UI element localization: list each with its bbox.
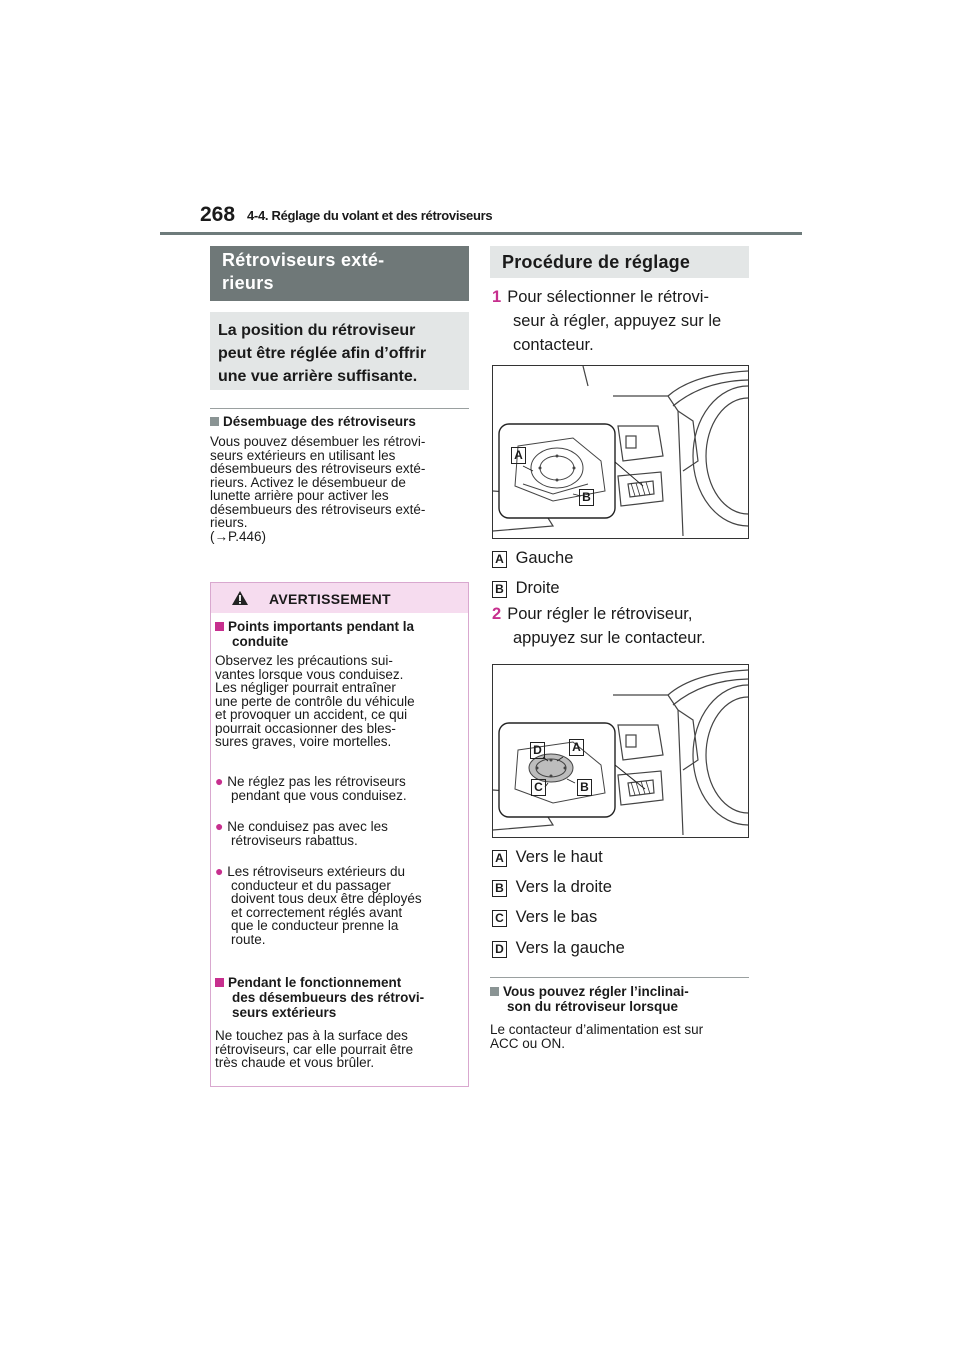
- text-line: Ne conduisez pas avec les: [227, 819, 388, 834]
- legend-text: Vers la gauche: [515, 939, 625, 957]
- text-line: Pour régler le rétroviseur,: [507, 605, 693, 623]
- warning-triangle-icon: [231, 590, 249, 606]
- text-line: Les négliger pourrait entraîner: [215, 680, 396, 695]
- text-line: Le contacteur d’alimentation est sur: [490, 1022, 704, 1037]
- warning-body-1: [215, 654, 467, 749]
- text-line: désembueurs des rétroviseurs exté-: [210, 461, 426, 476]
- text-line: Les rétroviseurs extérieurs du: [227, 864, 406, 879]
- chapter-title: 4-4. Réglage du volant et des rétroviseurs: [247, 208, 493, 223]
- step-number: 1: [492, 288, 502, 306]
- defog-heading-text: Désembuage des rétroviseurs: [223, 414, 416, 429]
- section-title: [210, 246, 469, 301]
- text-line: doivent tous deux être déployés: [231, 891, 422, 906]
- divider: [490, 977, 749, 978]
- heading-line: Vous pouvez régler l’inclinai-: [503, 984, 689, 999]
- legend-text: Gauche: [515, 549, 574, 567]
- heading-line: Pendant le fonctionnement: [228, 975, 402, 990]
- header-rule: [160, 232, 802, 235]
- text-line: rieurs.: [210, 515, 248, 530]
- text-line: Ne touchez pas à la surface des: [215, 1028, 408, 1043]
- text-line: Observez les précautions sui-: [215, 653, 393, 668]
- square-bullet-icon: [210, 417, 219, 426]
- legend-item: [492, 907, 597, 927]
- legend-item: [492, 578, 560, 598]
- figure-label: A: [511, 447, 526, 464]
- text-line: et provoquer un accident, ce qui: [215, 707, 408, 722]
- warning-bullet: [215, 865, 467, 946]
- section-title-line: Rétroviseurs exté-: [222, 250, 385, 270]
- text-line: rétroviseurs, car elle pourrait être: [215, 1041, 414, 1057]
- figure-label: B: [577, 779, 592, 796]
- text-line: rieurs. Activez le désembueur de: [210, 474, 406, 490]
- figure-label: C: [531, 779, 546, 796]
- text-line: vantes lorsque vous conduisez.: [215, 666, 404, 682]
- warning-bullet: [215, 775, 467, 802]
- text-line: pourrait occasionner des bles-: [215, 720, 396, 736]
- warning-title: AVERTISSEMENT: [269, 591, 391, 607]
- heading-line: Points importants pendant la: [228, 619, 415, 634]
- text-line: pendant que vous conduisez.: [231, 787, 407, 803]
- step-number: 2: [492, 605, 502, 623]
- text-line: seurs extérieurs en utilisant les: [210, 447, 396, 463]
- square-bullet-icon: [215, 622, 224, 631]
- intro-box: [210, 312, 469, 390]
- text-line: très chaude et vous brûler.: [215, 1055, 375, 1070]
- text-line: et correctement réglés avant: [231, 904, 403, 920]
- text-line: conducteur et du passager: [231, 877, 391, 893]
- square-bullet-icon: [215, 978, 224, 987]
- text-line: ACC ou ON.: [490, 1035, 566, 1051]
- circle-bullet-icon: ●: [215, 818, 224, 834]
- defog-heading: [210, 414, 416, 429]
- warning-heading-1: [215, 619, 465, 649]
- legend-text: Droite: [515, 579, 560, 597]
- figure-label: B: [579, 489, 594, 506]
- circle-bullet-icon: ●: [215, 863, 224, 879]
- legend-item: [492, 877, 612, 897]
- intro-line: une vue arrière suffisante.: [218, 368, 418, 385]
- legend-text: Vers le bas: [515, 908, 598, 926]
- procedure-title: Procédure de réglage: [490, 246, 749, 278]
- figure-mirror-select: [492, 365, 749, 539]
- divider: [210, 408, 469, 409]
- legend-item: [492, 548, 573, 568]
- text-line: appuyez sur le contacteur.: [513, 629, 706, 647]
- text-line: contacteur.: [513, 336, 594, 354]
- step-2: [492, 602, 762, 650]
- legend-item: [492, 938, 625, 958]
- text-line: rétroviseurs rabattus.: [231, 832, 358, 848]
- text-line: Vous pouvez désembuer les rétrovi-: [210, 434, 426, 449]
- legend-text: Vers le haut: [515, 848, 603, 866]
- legend-key: C: [492, 910, 507, 927]
- heading-line: son du rétroviseur lorsque: [507, 999, 679, 1014]
- figure-mirror-adjust: [492, 664, 749, 838]
- page-reference-link[interactable]: (→P.446): [210, 528, 267, 544]
- legend-key: D: [492, 941, 507, 958]
- warning-bullet: [215, 820, 467, 847]
- legend-key: A: [492, 551, 507, 568]
- legend-item: [492, 847, 603, 867]
- text-line: Ne réglez pas les rétroviseurs: [227, 774, 406, 789]
- legend-text: Vers la droite: [515, 878, 612, 896]
- warning-box: [210, 582, 469, 1087]
- heading-line: des désembueurs des rétrovi-: [232, 990, 425, 1005]
- tilt-paragraph: [490, 1023, 752, 1050]
- square-bullet-icon: [490, 987, 499, 996]
- text-line: une perte de contrôle du véhicule: [215, 693, 415, 709]
- legend-key: B: [492, 581, 507, 598]
- figure-label: D: [530, 742, 545, 759]
- intro-line: peut être réglée afin d’offrir: [218, 345, 427, 362]
- step-1: [492, 285, 762, 357]
- text-line: seur à régler, appuyez sur le: [513, 312, 722, 330]
- warning-header: [211, 583, 468, 613]
- text-line: lunette arrière pour activer les: [210, 488, 389, 503]
- figure-label: A: [569, 739, 584, 756]
- tilt-heading: [490, 984, 752, 1014]
- text-line: désembueurs des rétroviseurs exté-: [210, 501, 426, 517]
- circle-bullet-icon: ●: [215, 773, 224, 789]
- warning-heading-2: [215, 975, 467, 1020]
- heading-line: conduite: [232, 634, 289, 649]
- defog-paragraph: [210, 435, 472, 543]
- text-line: que le conducteur prenne la: [231, 918, 399, 933]
- legend-key: B: [492, 880, 507, 897]
- dashboard-illustration: [493, 366, 748, 538]
- section-title-line: rieurs: [222, 273, 274, 293]
- text-line: route.: [231, 931, 266, 947]
- warning-body-2: [215, 1029, 467, 1070]
- text-line: sures graves, voire mortelles.: [215, 734, 392, 749]
- legend-key: A: [492, 850, 507, 867]
- text-line: Pour sélectionner le rétrovi-: [507, 288, 709, 306]
- intro-line: La position du rétroviseur: [218, 322, 416, 339]
- heading-line: seurs extérieurs: [232, 1005, 337, 1020]
- page-number: 268: [200, 203, 236, 226]
